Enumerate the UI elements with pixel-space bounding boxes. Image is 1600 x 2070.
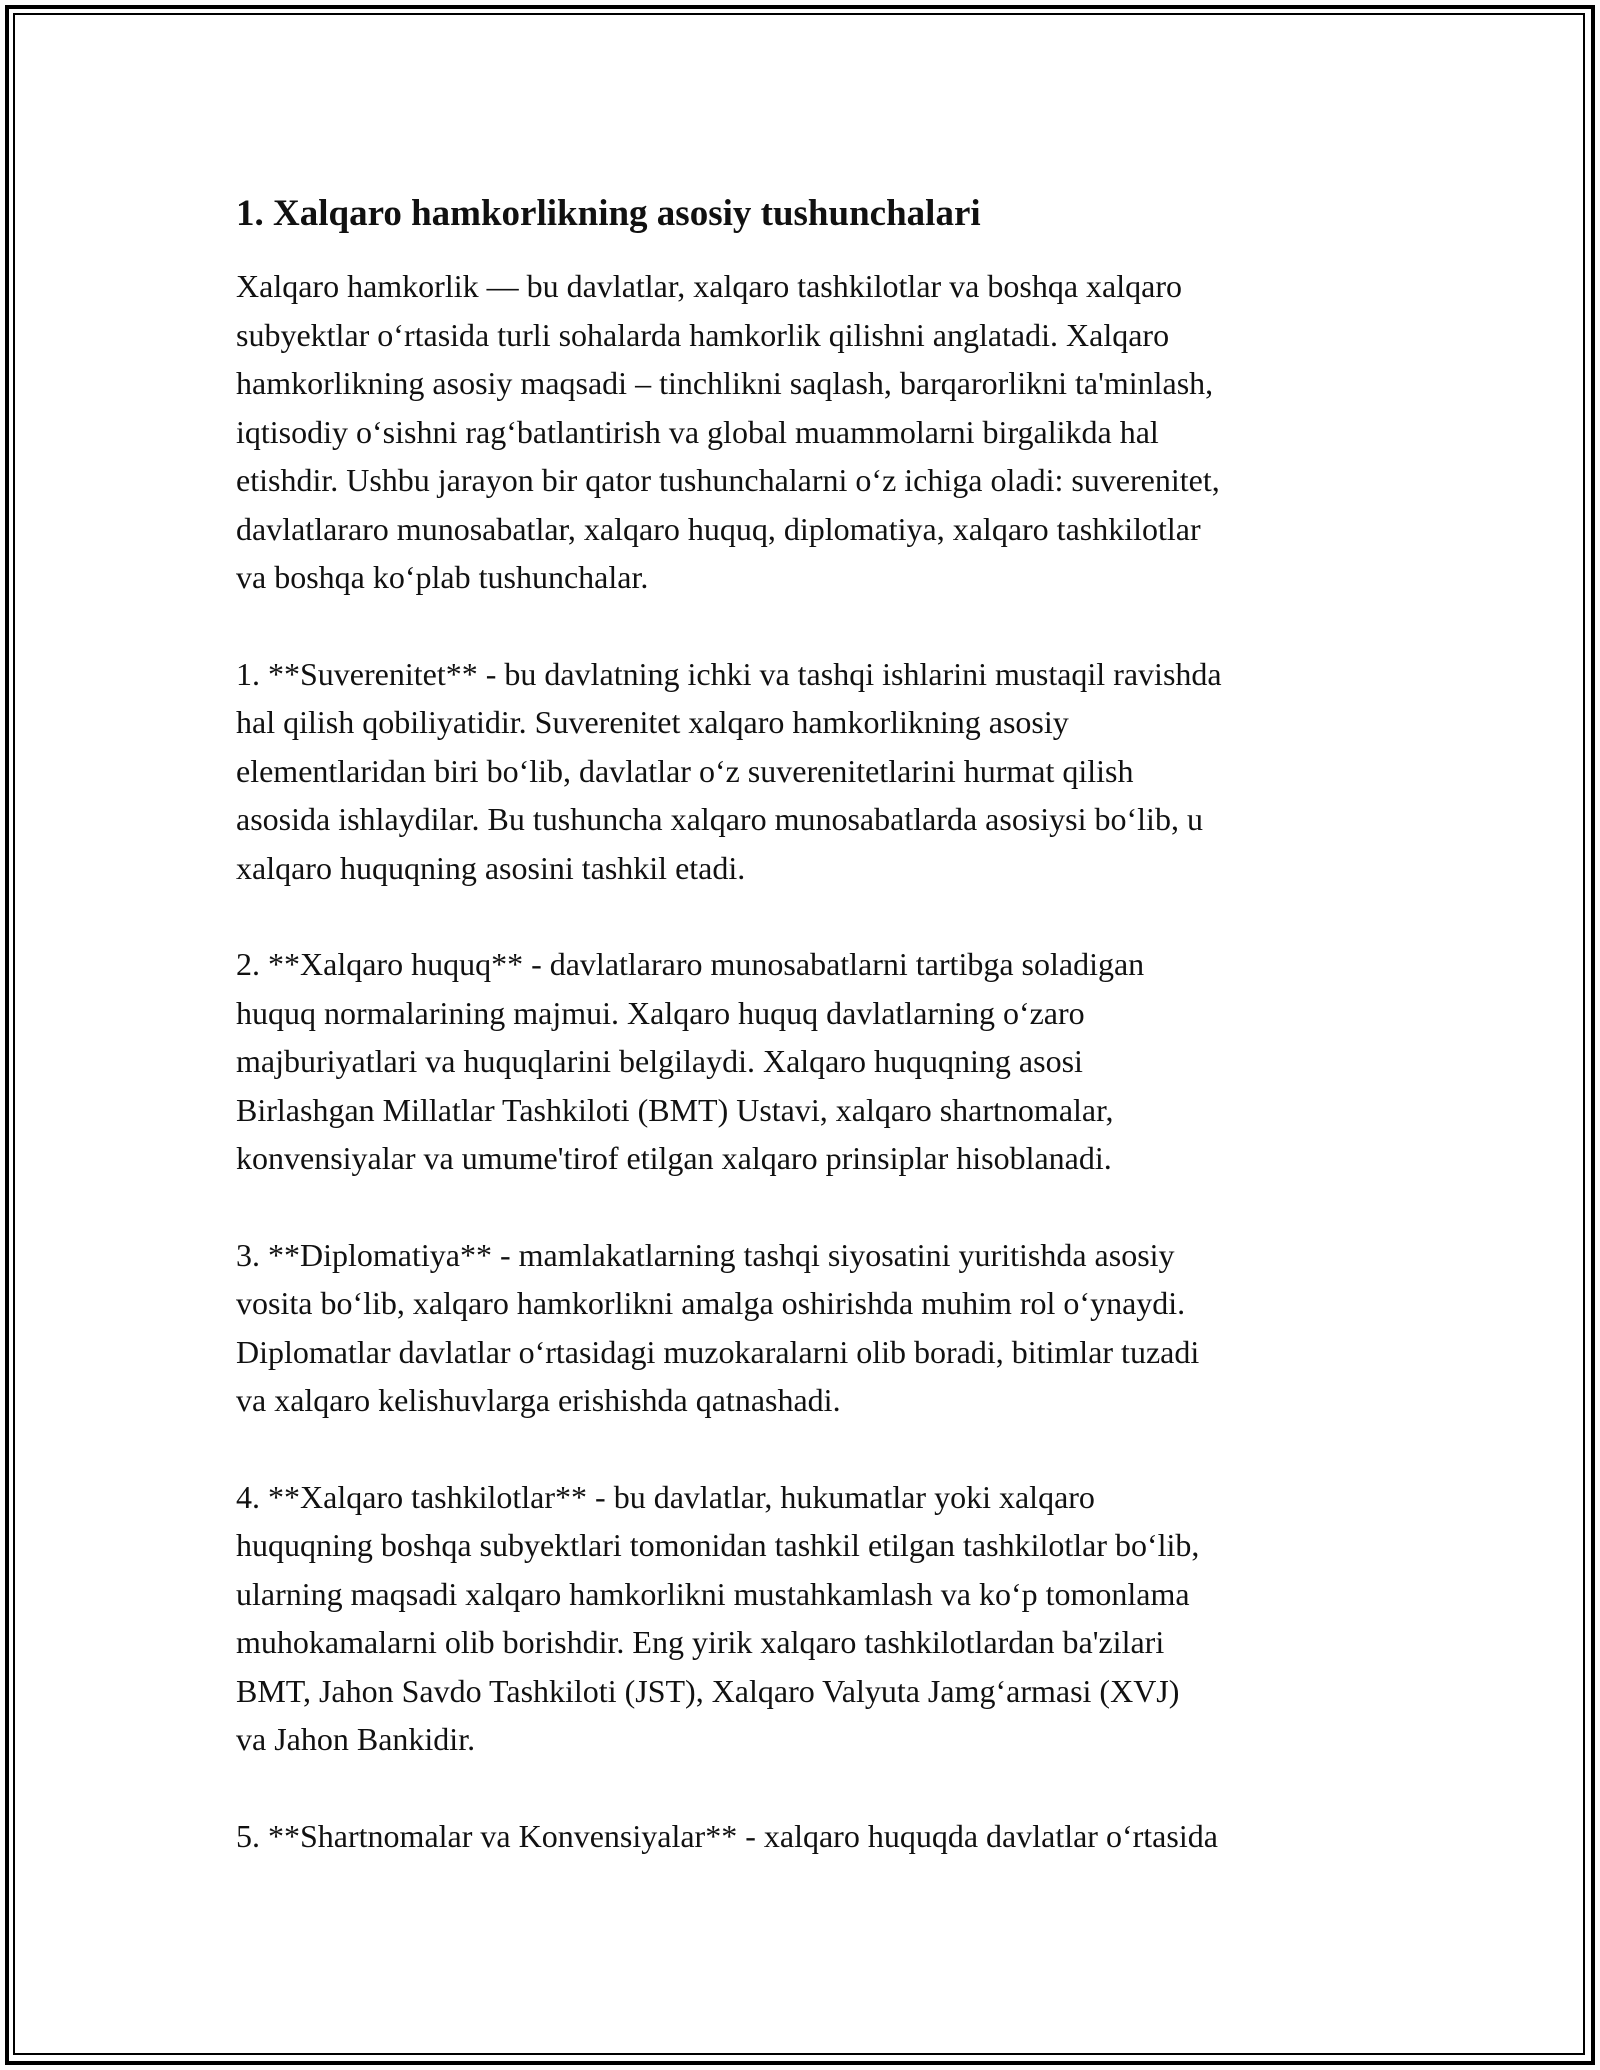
paragraph-shartnomalar: 5. **Shartnomalar va Konvensiyalar** - xalqaro huquqda davlatlar o‘rtasida <box>236 1817 1218 1854</box>
paragraph-xalqaro-huquq: 2. **Xalqaro huquq** - davlatlararo munosabatlarni tartibga soladigan huquq normalarining majmui. Xalqaro huquq davlatlarning o‘zaro majburiyatlari va huquqlarini belgilaydi. Xalqaro huquqning asosi Birlashgan Millatlar Tashkiloti (BMT) Ustavi, xalqaro shartnomalar, konvensiyalar va umume'tirof etilgan xalqaro prinsiplar hisoblanadi. <box>236 946 1145 1176</box>
intro-paragraph: Xalqaro hamkorlik — bu davlatlar, xalqaro tashkilotlar va boshqa xalqaro subyektlar o‘rtasida turli sohalarda hamkorlik qilishni anglatadi. Xalqaro hamkorlikning asosiy maqsadi – tinchlikni saqlash, barqarorlikni ta'minlash, iqtisodiy o‘sishni rag‘batlantirish va global muammolarni birgalikda hal etishdir. Ushbu jarayon bir qator tushunchalarni o‘z ichiga oladi: suverenitet, davlatlararo munosabatlar, xalqaro huquq, diplomatiya, xalqaro tashkilotlar va boshqa ko‘plab tushunchalar. <box>236 268 1220 595</box>
paragraph-xalqaro-tashkilotlar: 4. **Xalqaro tashkilotlar** - bu davlatlar, hukumatlar yoki xalqaro huquqning boshqa subyektlari tomonidan tashkil etilgan tashkilotlar bo‘lib, ularning maqsadi xalqaro hamkorlikni mustahkamlash va ko‘p tomonlama muhokamalarni olib borishdir. Eng yirik xalqaro tashkilotlardan ba'zilari BMT, Jahon Savdo Tashkiloti (JST), Xalqaro Valyuta Jamg‘armasi (XVJ) va Jahon Bankidir. <box>236 1478 1200 1757</box>
section-heading: 1. Xalqaro hamkorlikning asosiy tushunchalari <box>236 193 981 234</box>
document-page <box>236 188 1386 1908</box>
paragraph-diplomatiya: 3. **Diplomatiya** - mamlakatlarning tashqi siyosatini yuritishda asosiy vosita bo‘lib, xalqaro hamkorlikni amalga oshirishda muhim rol o‘ynaydi. Diplomatlar davlatlar o‘rtasidagi muzokaralarni olib boradi, bitimlar tuzadi va xalqaro kelishuvlarga erishishda qatnashadi. <box>236 1236 1200 1418</box>
paragraph-suverenitet: 1. **Suverenitet** - bu davlatning ichki va tashqi ishlarini mustaqil ravishda hal qilish qobiliyatidir. Suverenitet xalqaro hamkorlikning asosiy elementlaridan biri bo‘lib, davlatlar o‘z suverenitetlarini hurmat qilish asosida ishlaydilar. Bu tushuncha xalqaro munosabatlarda asosiysi bo‘lib, u xalqaro huquqning asosini tashkil etadi. <box>236 655 1222 886</box>
